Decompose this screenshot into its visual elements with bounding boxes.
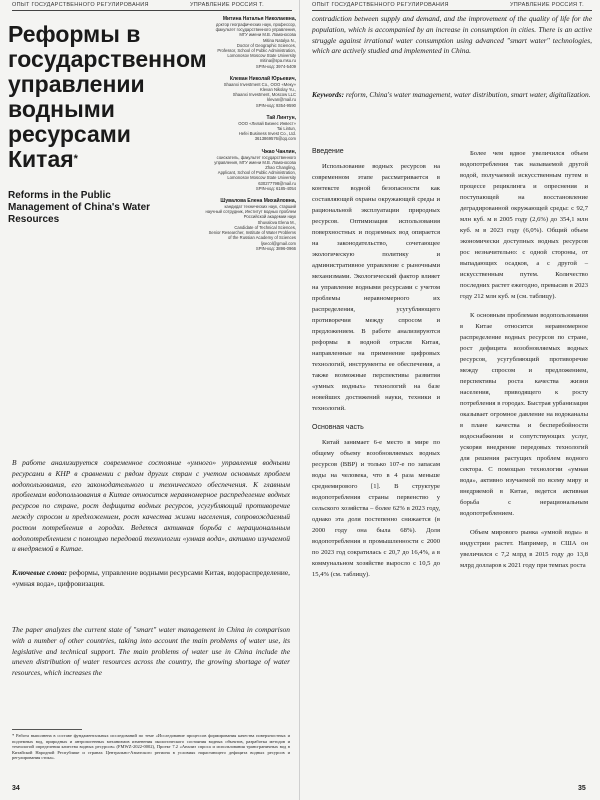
- text-column-right: [460, 148, 588, 575]
- author-affiliation-line: Shaanxi Investment, Moscow LLC: [232, 92, 296, 98]
- author-block: [186, 149, 296, 191]
- keywords-english: Keywords: reform, China's water management, water distribution, smart water, digitalization.: [312, 90, 591, 99]
- author-affiliation-line: Shuvalova Elena M.,: [257, 219, 296, 225]
- author-affiliation-line: МГУ имени М.В. Ломоносова: [239, 32, 296, 38]
- author-affiliation-line: Senior Researcher, Institute of Water Problems: [208, 230, 296, 236]
- author-affiliation-line: Doctor of Geographic Sciences,: [236, 42, 296, 48]
- author-affiliation-line: Klevan Nikolay Yu.,: [259, 87, 296, 93]
- running-header: ОПЫТ ГОСУДАРСТВЕННОГО РЕГУЛИРОВАНИЯ: [12, 2, 149, 8]
- section-heading-main: Основная часть: [312, 424, 364, 431]
- section-heading-introduction: Введение: [312, 148, 344, 155]
- author-block: [186, 115, 296, 142]
- author-affiliation-line: кандидат технических наук, старший: [224, 204, 296, 210]
- author-list: [186, 16, 296, 258]
- author-affiliation-line: факультет государственного управления,: [215, 27, 296, 33]
- keywords-english-label: Keywords:: [312, 90, 345, 99]
- paragraph: Китай занимает 6-е место в мире по общему объему возобновляемых водных ресурсов (ВВР) и только 107-е по запасам воды на человека, что в 4 раза меньше среднемирового [1]. В структуре водопотребления страны первенство у сельского хозяйства – более 62% в 2023 году, однако эта доля постепенно снижается (в 2000 году она была 68%). Доля водопотребления в промышленности с 2000 по 2023 год сократилась с 20,7 до 16,4%, а в коммунальном хозяйстве выросло с 10,5 до 15,4% (см. таблицу).: [312, 439, 440, 578]
- author-affiliation-line: соискатель, факультет государственного: [216, 154, 296, 160]
- author-affiliation-line: научный сотрудник, Институт водных проблем: [205, 209, 296, 215]
- author-affiliation-line: Hefei Business Invest Co., Ltd.: [238, 131, 296, 137]
- author-affiliation-line: Tai Lintun,: [276, 126, 296, 132]
- author-block: [186, 76, 296, 108]
- running-header-journal: УПРАВЛЕНИЕ РОССИЯ T.: [510, 2, 584, 8]
- paragraph: К основным проблемам водопользования в Китае относится неравномерное распределение водных ресурсов по стране, рост дефицита возобновляемых водных ресурсов, усугубляющий противоречие между спросом и предложением, перспективы роста качества жизни населения, приводящего к росту потребления в городах. Быстрая урбанизация оказывает огромное давление на водоканалы в плане качества и бесперебойности водоснабжения и сопутствующих услуг, ускоряя внедрение передовых технологий для решения растущих проблем водного сектора. С помощью технологии «умная вода», активно изучаемой по всему миру и внедряемой в Китае, ведется активная борьба с нерациональным водопотреблением.: [460, 312, 588, 517]
- author-affiliation-line: управления, МГУ имени М.В. Ломоносова: [214, 159, 296, 165]
- author-affiliation-line: mitina@spa.msu.ru: [259, 58, 296, 64]
- author-affiliation-line: ljsecol@gmail.com: [261, 240, 296, 246]
- author-name: Митина Наталья Николаевна,: [222, 16, 296, 22]
- abstract-english-continued: contradiction between supply and demand, and the improvement of the quality of life for the population, which is accompanied by an increase in consumption in cities. There is an active struggle against irrational water consumption using advanced "smart water" technologies, which are actively studied and implemented in China.: [312, 14, 592, 56]
- text-column-left: [312, 148, 440, 584]
- footnote: * Работа выполнена в составе фундаментальных исследований по теме «Исследование процессов формирования качества поверхностных и подземных вод, природных и антропогенных механизмов изменения экологического состояния водных объектов, разработка методов и технологий определения качества водных ресурсов» (FMWZ-2022-0002), Проект 7.2 «Анализ спроса и использования трансграничных вод в Китайской Народной Республике и странах Центрально-Азиатского региона в условиях нарастающего дефицита водных ресурсов и регулирования стока».: [12, 733, 290, 761]
- author-affiliation-line: Zhao Changling,: [265, 165, 296, 171]
- author-name: Тай Линтун,: [266, 114, 296, 121]
- author-affiliation-line: Mitina Natalya N.,: [262, 37, 296, 43]
- author-affiliation-line: SPIN-код: 9354-9590: [255, 102, 296, 108]
- page-number-left: 34: [12, 785, 20, 792]
- author-affiliation-line: Lomonosov Moscow State University: [227, 175, 296, 181]
- paragraph: Объем мирового рынка «умной воды» в индустрии растет. Например, в США он увеличился с 7,2 млрд в 2015 году до 13,8 млрд долларов к 2021 году при темпах роста: [460, 529, 588, 569]
- author-affiliation-line: 3613869576@qq.com: [254, 136, 296, 142]
- header-rule: [12, 10, 292, 11]
- author-affiliation-line: доктор географических наук, профессор,: [215, 22, 296, 27]
- author-affiliation-line: Professor, School of Public Administration,: [217, 48, 296, 54]
- right-page: [300, 0, 600, 800]
- abstract-russian: В работе анализируется современное состояние «умного» управления водными ресурсами в КНР в сравнении с рядом других стран с учетом основных проблем водопользования, его законодательного и технического обеспечения. К главным проблемам водопользования в Китае относится неравномерное распределение водных ресурсов по стране, рост дефицита водных ресурсов, усугубляющий противоречие между спросом и предложением, рост качества жизни населения, сопровождаемый ростом потребления в городах. Ведется активная борьба с нерациональным водопотреблением с помощью передовой технологии «умная вода», активно изучаемой и внедряемой в Китае.: [12, 458, 290, 554]
- author-block: [186, 198, 296, 251]
- paragraph: Использование водных ресурсов на современном этапе рассматривается в контексте водной безопасности как составляющей охраны окружающей среды и рациональной эксплуатации природных ресурсов. Оптимизация использования поверхностных и подземных вод опирается на законодательство, сочетающее экологическую политику и административное управление с рыночными механизмами. Экологический фактор влияет на управление водными ресурсами с учетом проблемы неравномерного их распределения, усугубляющего противоречия между спросом и предложением. В работе анализируются реформы в водной отрасли Китая, направленные на применение цифровых технологий, инструменты ее обеспечения, а также возможные перспективы развития «умных водных» технологий на базе новейших достижений науки, техники и технологий.: [312, 163, 440, 412]
- footnote-mark: *: [12, 733, 15, 738]
- paragraph: Более чем вдвое увеличился объем водопотребления так называемой другой водой, получаемой искусственным путем в процессе рециклинга и опреснения и поступающей на восстановление деградированной окружающей среды: с 92,7 млн куб. м в 2005 году (2,6%) до 354,1 млн куб. м в 2023 году (6,0%). Общий объем экономически доступных водных ресурсов рос незначительно: с одной стороны, от выпадающих осадков, а с другой – искусственным путем. Количество последних растет ежегодно, превысив в 2023 году 212 млн куб. м (см. таблицу).: [460, 150, 588, 300]
- header-rule: [312, 10, 592, 11]
- footnote-rule: [12, 729, 82, 730]
- abstract-english: The paper analyzes the current state of "smart" water management in China in comparison with a number of other countries, taking into account the main problems of water use, its legislative and technical support. The main problems of water use in China include the uneven distribution of water resources across the country, the growing shortage of water resources, which increases the: [12, 625, 290, 678]
- author-affiliation-line: 630277798@mail.ru: [258, 180, 296, 186]
- author-name: Шувалова Елена Михайловна,: [220, 198, 296, 205]
- author-affiliation-line: of the Russian Academy of Sciences: [228, 235, 296, 241]
- author-affiliation-line: SPIN-код: 6185-4054: [255, 185, 296, 191]
- page-number-right: 35: [578, 785, 586, 792]
- author-name: Чжао Чанлин,: [261, 148, 296, 155]
- keywords-label: Ключевые слова:: [12, 568, 68, 577]
- running-header-journal: УПРАВЛЕНИЕ РОССИЯ T.: [190, 2, 264, 8]
- author-affiliation-line: klevan@mail.ru: [267, 97, 296, 103]
- title-footnote-mark: *: [73, 153, 78, 165]
- running-header: ОПЫТ ГОСУДАРСТВЕННОГО РЕГУЛИРОВАНИЯ: [312, 2, 449, 8]
- author-affiliation-line: Российской академии наук: [243, 214, 296, 220]
- author-affiliation-line: Candidate of Technical Sciences,: [234, 224, 296, 230]
- article-title: Реформы в государственном управлении водными ресурсами Китая*: [8, 21, 207, 172]
- author-affiliation-line: Shaanxi Investment Co., ООО «Меку»: [223, 81, 296, 87]
- keywords-russian: [12, 568, 290, 590]
- author-affiliation-line: SPIN-код: 3974-5409: [255, 63, 296, 69]
- keywords-text: реформы, управление водными ресурсами Китая, водораспределение, «умная вода», цифровизация.: [12, 568, 290, 588]
- author-affiliation-line: Applicant, School of Public Administration,: [217, 170, 296, 176]
- article-title-english: Reforms in the Public Management of China's Water Resources: [8, 190, 151, 225]
- author-affiliation-line: SPIN-код: 3896-0966: [255, 245, 296, 251]
- author-block: [186, 16, 296, 69]
- author-name: Клеван Николай Юрьевич,: [229, 75, 296, 82]
- author-affiliation-line: Lomonosov Moscow State University: [227, 53, 296, 59]
- author-affiliation-line: ООО «Лилай Бизнес Инвест»: [238, 120, 296, 126]
